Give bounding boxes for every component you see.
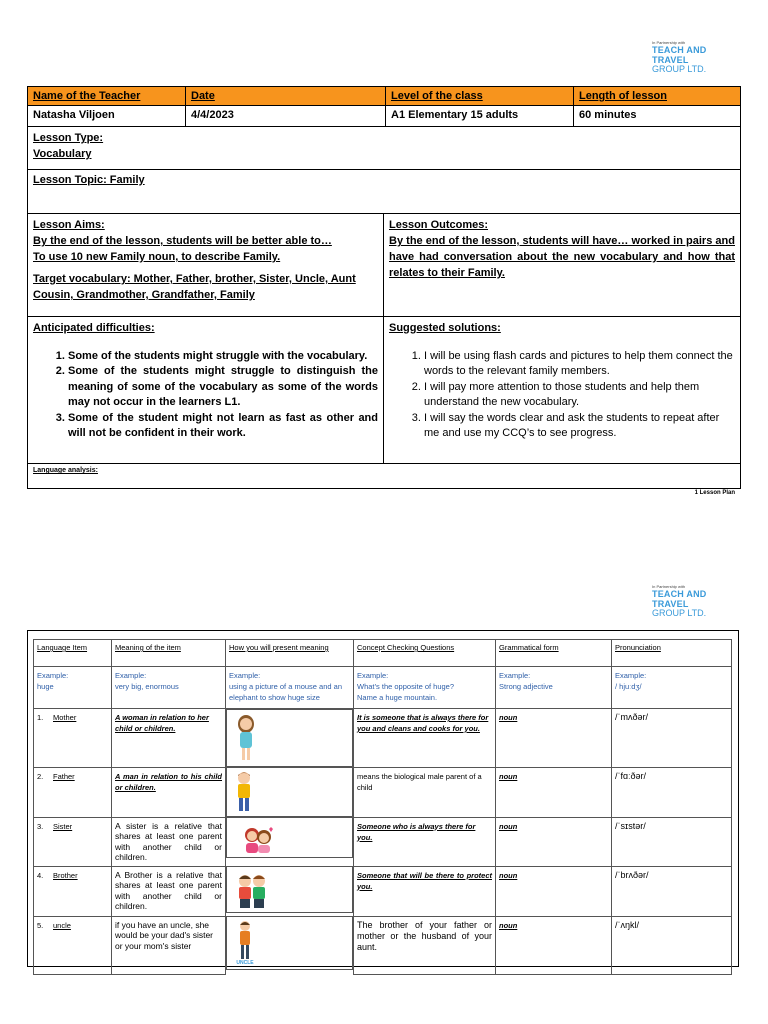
language-item: Mother bbox=[53, 713, 77, 722]
sisters-icon bbox=[241, 826, 275, 854]
meaning: A woman in relation to her child or children. bbox=[112, 709, 226, 768]
header-level: Level of the class bbox=[386, 87, 574, 105]
difficulty-item: 1. Some of the students might struggle with the vocabulary. bbox=[68, 349, 378, 365]
language-analysis-table bbox=[33, 639, 732, 975]
uncle-icon bbox=[235, 920, 255, 960]
brothers-illustration bbox=[226, 866, 353, 913]
lesson-type-label: Lesson Type: bbox=[33, 132, 104, 144]
difficulties-row bbox=[28, 317, 740, 464]
solution-item: 2. I will pay more attention to those students and help them understand the new vocabulary. bbox=[424, 380, 735, 411]
col-header: Meaning of the item bbox=[112, 640, 226, 667]
solutions-cell bbox=[384, 317, 740, 463]
pronunciation: /ˈfɑːðər/ bbox=[612, 767, 732, 817]
aims-line2: To use 10 new Family noun, to describe Family. bbox=[33, 251, 281, 263]
outcomes-text: By the end of the lesson, students will have… worked in pairs and have had conversation about the new vocabulary and how that relates to their Family. bbox=[389, 235, 735, 279]
teacher-value: Natasha Viljoen bbox=[28, 106, 186, 126]
father-icon bbox=[233, 771, 255, 813]
aims-line1: By the end of the lesson, students will be better able to… bbox=[33, 235, 332, 247]
language-item: Father bbox=[53, 771, 75, 781]
lesson-topic-row bbox=[28, 170, 740, 214]
language-item: Sister bbox=[53, 821, 73, 831]
values-row bbox=[28, 106, 740, 127]
ccq: Someone that will be there to protect you. bbox=[354, 866, 496, 916]
solutions-list bbox=[389, 349, 735, 442]
length-value: 60 minutes bbox=[579, 109, 637, 121]
date-value: 4/4/2023 bbox=[186, 106, 386, 126]
grammatical-form: noun bbox=[496, 817, 612, 866]
example-row: Example: huge Example: very big, enormous Example: using a picture of a mouse and an elephant to show huge size Example: What’s the opposite of huge? Name a huge mountain. Example: Strong adjective Example: / hjuːdʒ/ bbox=[34, 667, 732, 709]
language-analysis-label: Language analysis: bbox=[33, 467, 98, 474]
ccq: The brother of your father or mother or the husband of your aunt. bbox=[354, 916, 496, 974]
language-analysis-row bbox=[28, 464, 740, 488]
lesson-type-value: Vocabulary bbox=[33, 148, 92, 160]
table-row: 1. Mother A woman in relation to her child or children. It is someone that is always there for you and cleans and cooks for you. noun /ˈmʌðər/ bbox=[34, 709, 732, 768]
page-footer: 1 Lesson Plan bbox=[694, 490, 735, 496]
pronunciation: /ˈmʌðər/ bbox=[612, 709, 732, 768]
lesson-plan-table bbox=[27, 86, 741, 489]
sisters-illustration bbox=[226, 817, 353, 858]
ccq: It is someone that is always there for you and cleans and cooks for you. bbox=[354, 709, 496, 768]
ccq: means the biological male parent of a child bbox=[354, 767, 496, 817]
difficulties-cell bbox=[28, 317, 384, 463]
col-header: Language Item bbox=[34, 640, 112, 667]
table-row: 2. Father A man in relation to his child or children. means the biological male parent of a child noun /ˈfɑːðər/ bbox=[34, 767, 732, 817]
pronunciation: /ˈbrʌðər/ bbox=[612, 866, 732, 916]
mother-illustration bbox=[226, 709, 353, 767]
lesson-type-row bbox=[28, 127, 740, 170]
header-row bbox=[28, 87, 740, 106]
grammatical-form: noun bbox=[496, 916, 612, 974]
ccq: Someone who is always there for you. bbox=[354, 817, 496, 866]
header-date: Date bbox=[186, 87, 386, 105]
table-row: 3. Sister A sister is a relative that shares at least one parent with another child or children. Someone who is always there for you. noun /ˈsɪstər/ bbox=[34, 817, 732, 866]
solutions-label: Suggested solutions: bbox=[389, 322, 501, 334]
table-row: 4. Brother A Brother is a relative that shares at least one parent with another child or children. Someone that will be there to protect you. noun /ˈbrʌðər/ bbox=[34, 866, 732, 916]
brothers-icon bbox=[235, 873, 269, 909]
meaning: A Brother is a relative that shares at least one parent with another child or children. bbox=[112, 866, 226, 916]
col-header: Concept Checking Questions bbox=[354, 640, 496, 667]
grammatical-form: noun bbox=[496, 709, 612, 768]
outcomes-cell bbox=[384, 214, 740, 316]
aims-cell bbox=[28, 214, 384, 316]
difficulty-item: 2. Some of the students might struggle to distinguish the meaning of some of the vocabulary as some of the words may not occur in the learners L1. bbox=[68, 364, 378, 411]
col-header: Pronunciation bbox=[612, 640, 732, 667]
target-vocabulary: Target vocabulary: Mother, Father, brother, Sister, Uncle, Aunt Cousin, Grandmother, Grandfather, Family bbox=[33, 273, 356, 301]
lesson-topic: Lesson Topic: Family bbox=[33, 174, 145, 186]
uncle-label: UNCLE bbox=[236, 960, 254, 966]
uncle-illustration bbox=[226, 916, 353, 970]
pronunciation: /ˈʌŋkl/ bbox=[612, 916, 732, 974]
solution-item: 1. I will be using flash cards and pictures to help them connect the words to the relevant family members. bbox=[424, 349, 735, 380]
father-illustration bbox=[226, 767, 353, 817]
meaning: A man in relation to his child or children. bbox=[112, 767, 226, 817]
language-item: Brother bbox=[53, 870, 78, 880]
outcomes-label: Lesson Outcomes: bbox=[389, 219, 489, 231]
table-header-row bbox=[34, 640, 732, 667]
meaning: A sister is a relative that shares at least one parent with another child or children. bbox=[112, 817, 226, 866]
difficulties-list bbox=[33, 349, 378, 442]
table-row: 5. uncle if you have an uncle, she would be your dad's sister or your mom's sister UNCLE The brother of your father or mother or the husband of your aunt. noun /ˈʌŋkl/ bbox=[34, 916, 732, 974]
col-header: Grammatical form bbox=[496, 640, 612, 667]
pronunciation: /ˈsɪstər/ bbox=[612, 817, 732, 866]
aims-outcomes-row bbox=[28, 214, 740, 317]
header-teacher: Name of the Teacher bbox=[28, 87, 186, 105]
language-item: uncle bbox=[53, 920, 71, 930]
meaning: if you have an uncle, she would be your dad's sister or your mom's sister bbox=[112, 916, 226, 974]
aims-label: Lesson Aims: bbox=[33, 219, 105, 231]
header-length: Length of lesson bbox=[574, 87, 740, 105]
teach-and-travel-logo: In Partnership with TEACH AND TRAVEL GROUP LTD. bbox=[652, 40, 707, 74]
col-header: How you will present meaning bbox=[226, 640, 354, 667]
solution-item: 3. I will say the words clear and ask the students to repeat after me and use my CCQ’s to see progress. bbox=[424, 411, 735, 442]
difficulties-label: Anticipated difficulties: bbox=[33, 322, 155, 334]
difficulty-item: 3. Some of the student might not learn as fast as other and will not be confident in their work. bbox=[68, 411, 378, 442]
grammatical-form: noun bbox=[496, 767, 612, 817]
language-analysis-table-frame bbox=[27, 630, 739, 967]
level-value: A1 Elementary 15 adults bbox=[386, 106, 574, 126]
grammatical-form: noun bbox=[496, 866, 612, 916]
mother-icon bbox=[233, 713, 259, 763]
teach-and-travel-logo: In Partnership with TEACH AND TRAVEL GROUP LTD. bbox=[652, 584, 707, 618]
